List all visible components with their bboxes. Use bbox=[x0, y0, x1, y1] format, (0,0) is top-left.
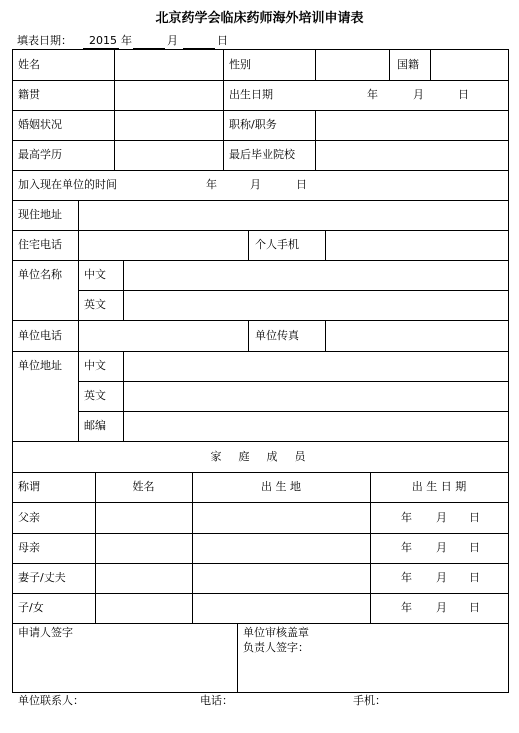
family-day-unit: 日 bbox=[469, 541, 480, 554]
footer-phone-label: 电话： bbox=[200, 694, 233, 707]
birth-day-unit: 日 bbox=[458, 88, 469, 101]
unit-address-chinese-field[interactable] bbox=[124, 352, 508, 381]
birth-year-unit: 年 bbox=[367, 88, 378, 101]
family-year-unit: 年 bbox=[401, 601, 412, 614]
applicant-sign-field[interactable] bbox=[13, 642, 237, 692]
family-name-field[interactable] bbox=[96, 503, 192, 533]
marital-status-label: 婚姻状况 bbox=[18, 118, 62, 131]
family-birthplace-field[interactable] bbox=[193, 534, 370, 563]
unit-address-english-field[interactable] bbox=[124, 382, 508, 411]
birth-date-label: 出生日期 bbox=[229, 88, 273, 101]
unit-name-english-field[interactable] bbox=[124, 291, 508, 320]
family-name-field[interactable] bbox=[96, 534, 192, 563]
graduated-school-field[interactable] bbox=[316, 141, 508, 170]
responsible-sign-field[interactable] bbox=[238, 657, 508, 692]
family-month-unit: 月 bbox=[436, 511, 447, 524]
family-header: 家 庭 成 员 bbox=[210, 450, 309, 463]
home-phone-label: 住宅电话 bbox=[18, 238, 62, 251]
name-label: 姓名 bbox=[18, 58, 40, 71]
highest-education-field[interactable] bbox=[115, 141, 223, 170]
highest-education-label: 最高学历 bbox=[18, 148, 62, 161]
title-position-field[interactable] bbox=[316, 111, 508, 140]
fill-date-label: 填表日期： bbox=[17, 34, 72, 47]
fill-date-day-unit: 日 bbox=[217, 34, 228, 47]
mobile-label: 个人手机 bbox=[255, 238, 299, 251]
nationality-field[interactable] bbox=[431, 50, 508, 80]
form-title: 北京药学会临床药师海外培训申请表 bbox=[155, 11, 364, 26]
family-relation: 父亲 bbox=[18, 511, 40, 524]
gender-label: 性别 bbox=[229, 58, 251, 71]
unit-name-english-label: 英文 bbox=[84, 298, 106, 311]
family-relation: 妻子/丈夫 bbox=[18, 571, 66, 584]
birth-month-unit: 月 bbox=[413, 88, 424, 101]
unit-phone-field[interactable] bbox=[79, 321, 248, 351]
table-left-border bbox=[12, 49, 13, 693]
nationality-label: 国籍 bbox=[397, 58, 419, 71]
applicant-sign-label: 申请人签字 bbox=[18, 626, 73, 639]
family-col-name: 姓名 bbox=[132, 480, 155, 493]
family-relation: 母亲 bbox=[18, 541, 40, 554]
unit-fax-label: 单位传真 bbox=[255, 329, 299, 342]
family-name-field[interactable] bbox=[96, 594, 192, 623]
marital-status-field[interactable] bbox=[115, 111, 223, 140]
table-bottom-border bbox=[12, 692, 509, 693]
family-day-unit: 日 bbox=[469, 511, 480, 524]
unit-address-chinese-label: 中文 bbox=[84, 359, 106, 372]
unit-fax-field[interactable] bbox=[326, 321, 508, 351]
footer-mobile-label: 手机： bbox=[353, 694, 386, 707]
family-col-birthplace: 出 生 地 bbox=[261, 480, 301, 493]
family-year-unit: 年 bbox=[401, 541, 412, 554]
fill-date-year-unit: 年 bbox=[121, 34, 132, 47]
responsible-sign-label: 负责人签字： bbox=[243, 641, 309, 654]
unit-address-english-label: 英文 bbox=[84, 389, 106, 402]
family-birthplace-field[interactable] bbox=[193, 594, 370, 623]
unit-name-chinese-label: 中文 bbox=[84, 268, 106, 281]
graduated-school-label: 最后毕业院校 bbox=[229, 148, 295, 161]
family-relation: 子/女 bbox=[18, 601, 44, 614]
unit-name-chinese-field[interactable] bbox=[124, 261, 508, 290]
fill-date-month-unit: 月 bbox=[167, 34, 178, 47]
mobile-field[interactable] bbox=[326, 231, 508, 260]
footer-contact-label: 单位联系人： bbox=[18, 694, 84, 707]
family-birthplace-field[interactable] bbox=[193, 503, 370, 533]
unit-review-label: 单位审核盖章 bbox=[243, 626, 309, 639]
postcode-label: 邮编 bbox=[84, 419, 106, 432]
native-place-field[interactable] bbox=[115, 81, 223, 110]
family-col-birthdate: 出 生 日 期 bbox=[411, 480, 467, 493]
fill-date-year[interactable]: 2015 bbox=[89, 34, 117, 47]
title-position-label: 职称/职务 bbox=[229, 118, 277, 131]
family-day-unit: 日 bbox=[469, 571, 480, 584]
home-phone-field[interactable] bbox=[79, 231, 248, 260]
join-time-label: 加入现在单位的时间 bbox=[18, 178, 117, 191]
join-day-unit: 日 bbox=[296, 178, 307, 191]
current-address-field[interactable] bbox=[79, 201, 508, 230]
family-col-relation: 称谓 bbox=[18, 480, 40, 493]
gender-field[interactable] bbox=[316, 50, 389, 80]
family-day-unit: 日 bbox=[469, 601, 480, 614]
unit-address-label: 单位地址 bbox=[18, 359, 62, 372]
family-month-unit: 月 bbox=[436, 571, 447, 584]
family-year-unit: 年 bbox=[401, 571, 412, 584]
family-month-unit: 月 bbox=[436, 541, 447, 554]
table-right-border bbox=[508, 49, 509, 693]
native-place-label: 籍贯 bbox=[18, 88, 40, 101]
unit-name-label: 单位名称 bbox=[18, 268, 62, 281]
postcode-field[interactable] bbox=[124, 412, 508, 441]
join-year-unit: 年 bbox=[206, 178, 217, 191]
current-address-label: 现住地址 bbox=[18, 208, 62, 221]
family-name-field[interactable] bbox=[96, 564, 192, 593]
family-year-unit: 年 bbox=[401, 511, 412, 524]
unit-phone-label: 单位电话 bbox=[18, 329, 62, 342]
name-field[interactable] bbox=[115, 50, 223, 80]
family-birthplace-field[interactable] bbox=[193, 564, 370, 593]
join-month-unit: 月 bbox=[250, 178, 261, 191]
family-month-unit: 月 bbox=[436, 601, 447, 614]
